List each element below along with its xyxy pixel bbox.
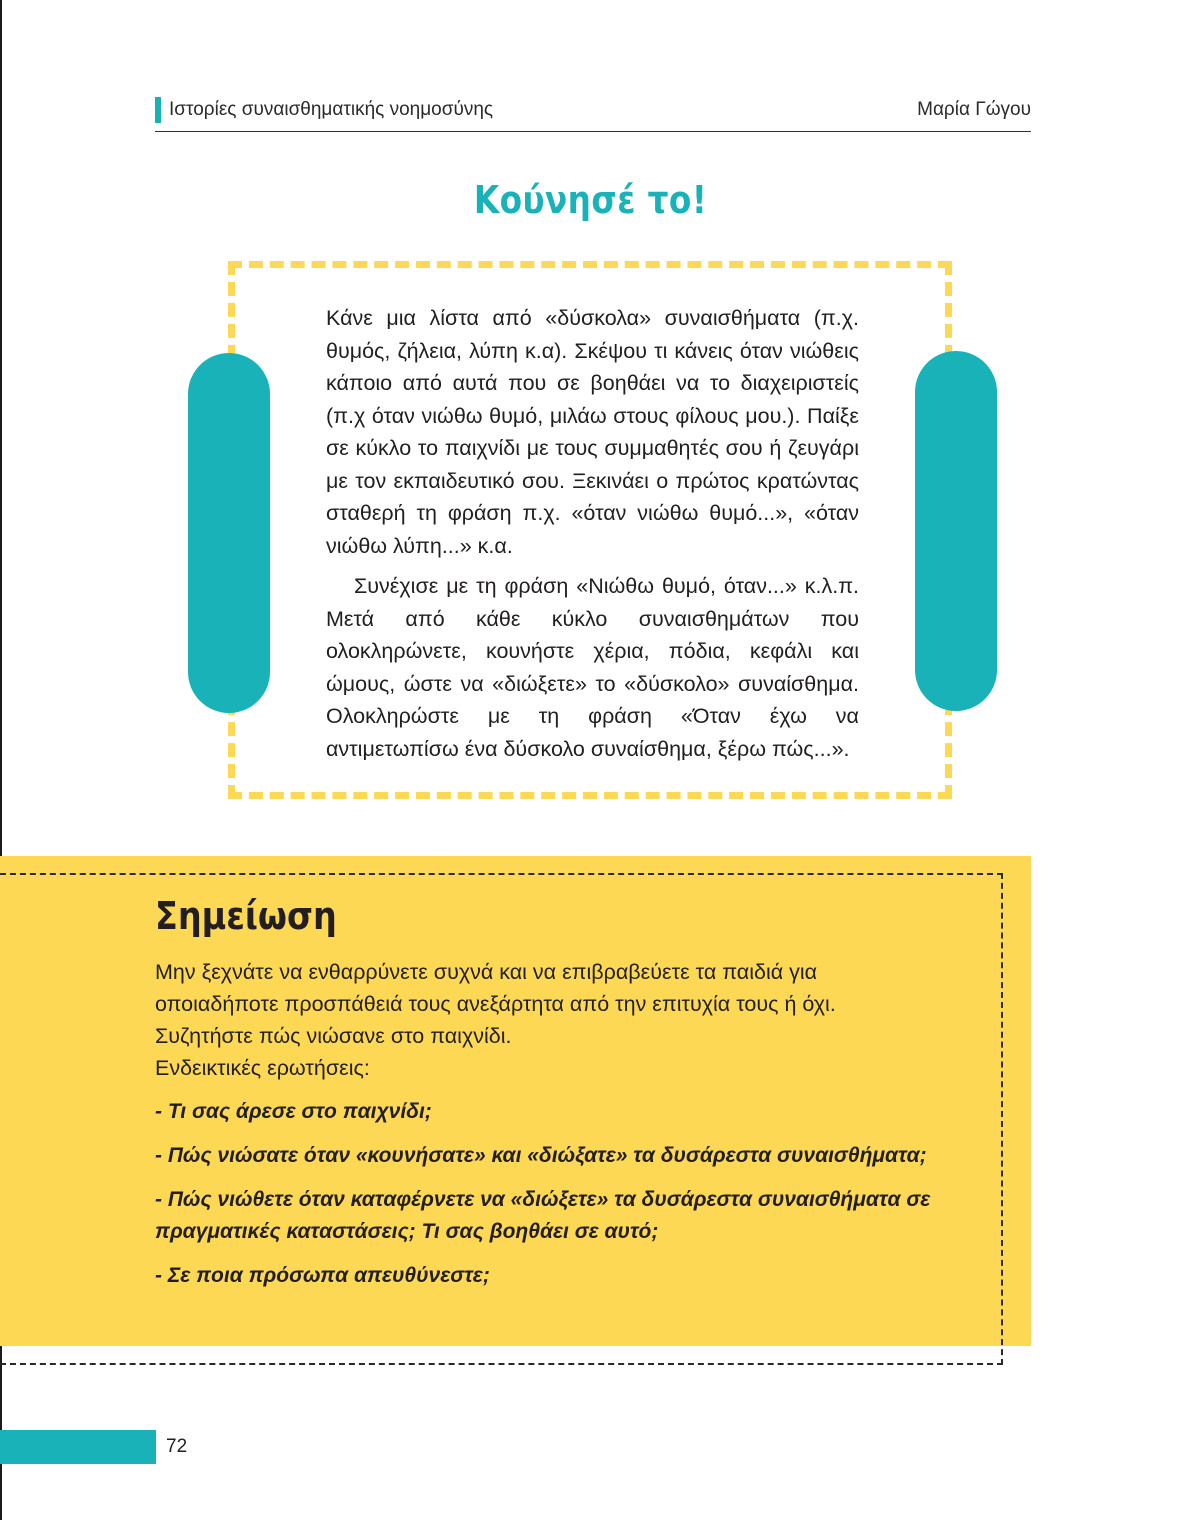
activity-instructions [326,302,859,765]
running-header [155,95,1031,132]
author-name: Μαρία Γώγου [917,99,1031,120]
question-item: - Σε ποια πρόσωπα απευθύνεστε; [155,1264,490,1287]
activity-paragraph-1: Κάνε μια λίστα από «δύσκολα» συναισθήματα (π.χ. θυμός, ζήλεια, λύπη κ.α). Σκέψου τι κάνεις όταν νιώθεις κάποιο από αυτά που σε βοηθάει να το διαχειριστείς (π.χ όταν νιώθω θυμό, μιλάω στους φίλους μου.). Παίξε σε κύκλο το παιχνίδι με τους συμμαθητές σου ή ζευγάρι με τον εκπαιδευτικό σου. Ξεκινάει ο πρώτος κρατώντας σταθερή τη φράση π.χ. «όταν νιώθω θυμό...», «όταν νιώθω λύπη...» κ.α. [326,306,859,558]
question-item: - Πώς νιώθετε όταν καταφέρνετε να «διώξετε» τα δυσάρεστα συναισθήματα σε πραγματικές καταστάσεις; Τι σας βοηθάει σε αυτό; [155,1188,931,1243]
note-heading: Σημείωση [155,894,337,938]
note-body [155,956,875,1084]
activity-title: Κούνησέ το! [473,178,708,222]
right-teal-pill-decoration [915,351,997,711]
footer-teal-bar [0,1430,156,1464]
questions-label: Ενδεικτικές ερωτήσεις: [155,1056,370,1080]
question-item: - Πώς νιώσατε όταν «κουνήσατε» και «διώξατε» τα δυσάρεστα συναισθήματα; [155,1144,927,1167]
question-item: - Τι σας άρεσε στο παιχνίδι; [155,1100,432,1123]
note-dashed-border-top [0,873,1003,875]
book-title: Ιστορίες συναισθηματικής νοημοσύνης [169,99,494,120]
question-list [155,1096,945,1304]
note-dashed-border-right [1001,873,1003,1365]
header-accent-bar [155,97,161,123]
left-teal-pill-decoration [188,353,270,713]
page-number: 72 [166,1436,188,1457]
note-text: Μην ξεχνάτε να ενθαρρύνετε συχνά και να επιβραβεύετε τα παιδιά για οποιαδήποτε προσπάθειά τους ανεξάρτητα από την επιτυχία τους ή όχι. Συζητήστε πώς νιώσανε στο παιχνίδι. [155,960,836,1048]
note-dashed-border-bottom [0,1363,1003,1365]
activity-paragraph-2: Συνέχισε με τη φράση «Νιώθω θυμό, όταν...» κ.λ.π. Μετά από κάθε κύκλο συναισθημάτων που ολοκληρώνετε, κουνήστε χέρια, πόδια, κεφάλι και ώμους, ώστε να «διώξετε» το «δύσκολο» συναίσθημα. Ολοκληρώστε με τη φράση «Όταν έχω να αντιμετωπίσω ένα δύσκολο συναίσθημα, ξέρω πώς...». [326,574,859,761]
